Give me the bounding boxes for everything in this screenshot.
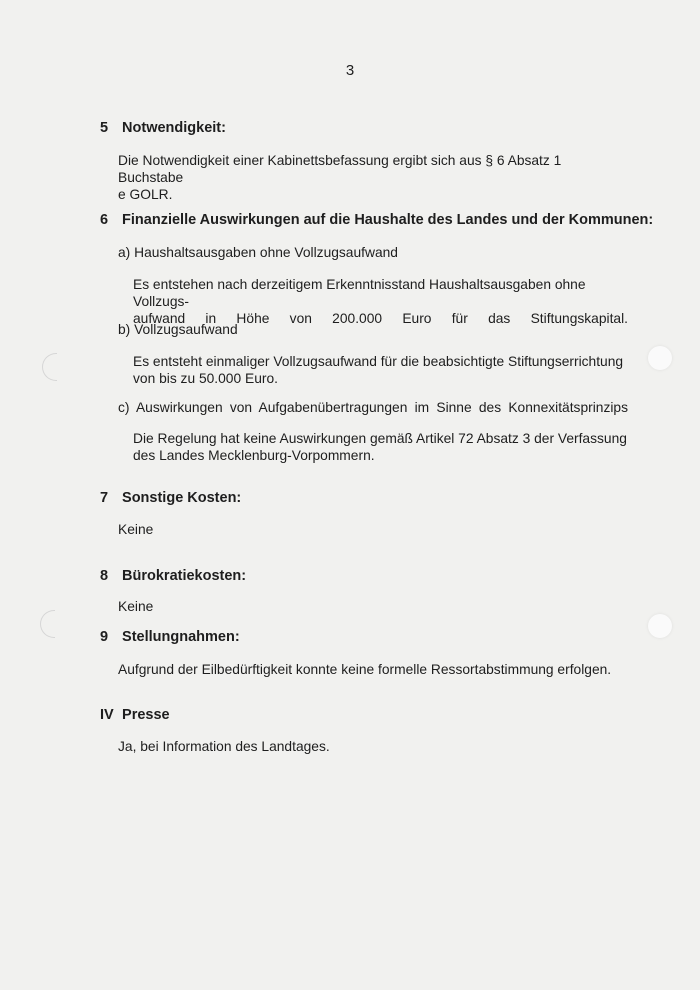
page-number: 3	[345, 62, 355, 79]
subsection-b-label: b) Vollzugsaufwand	[118, 322, 238, 337]
section-iv-heading	[100, 707, 170, 723]
section-9-heading	[100, 629, 240, 645]
section-title: Presse	[122, 707, 170, 723]
subsection-c-label: c) Auswirkungen von Aufgabenübertragungen im Sinne des Konnexitätsprinzips	[118, 400, 628, 415]
section-8-heading	[100, 568, 246, 584]
section-title: Notwendigkeit:	[122, 120, 226, 136]
punch-hole-left-upper	[42, 353, 57, 381]
subsection-a-text: Es entstehen nach derzeitigem Erkenntnisstand Haushaltsausgaben ohne Vollzugs- aufwand in Höhe von 200.000 Euro für das Stiftungskapital.	[133, 277, 628, 326]
punch-hole-right-lower	[648, 614, 672, 638]
section-number: 8	[100, 568, 109, 584]
section-5-text: Die Notwendigkeit einer Kabinettsbefassung ergibt sich aus § 6 Absatz 1 Buchstabe e GOLR.	[118, 153, 562, 202]
section-9-text: Aufgrund der Eilbedürftigkeit konnte keine formelle Ressortabstimmung erfolgen.	[118, 662, 612, 677]
subsection-b-text: Es entsteht einmaliger Vollzugsaufwand für die beabsichtigte Stiftungserrichtung von bis zu 50.000 Euro.	[133, 354, 624, 386]
section-title: Sonstige Kosten:	[122, 490, 242, 506]
subsection-c-text: Die Regelung hat keine Auswirkungen gemäß Artikel 72 Absatz 3 der Verfassung des Landes Mecklenburg-Vorpommern.	[133, 431, 627, 463]
section-iv-text: Ja, bei Information des Landtages.	[118, 739, 330, 754]
section-number: IV	[100, 707, 114, 723]
section-title: Finanzielle Auswirkungen auf die Haushalte des Landes und der Kommunen:	[122, 212, 654, 228]
section-7-text: Keine	[118, 522, 154, 537]
section-title: Stellungnahmen:	[122, 629, 240, 645]
section-5-heading	[100, 120, 226, 136]
section-title: Bürokratiekosten:	[122, 568, 247, 584]
punch-hole-left-lower	[40, 610, 55, 638]
section-number: 5	[100, 120, 109, 136]
subsection-a-label: a) Haushaltsausgaben ohne Vollzugsaufwand	[118, 245, 398, 260]
section-number: 9	[100, 629, 109, 645]
section-7-heading	[100, 490, 241, 506]
punch-hole-right-upper	[648, 346, 672, 370]
section-8-text: Keine	[118, 599, 154, 614]
section-number: 7	[100, 490, 109, 506]
section-6-heading	[100, 212, 653, 228]
section-number: 6	[100, 212, 109, 228]
